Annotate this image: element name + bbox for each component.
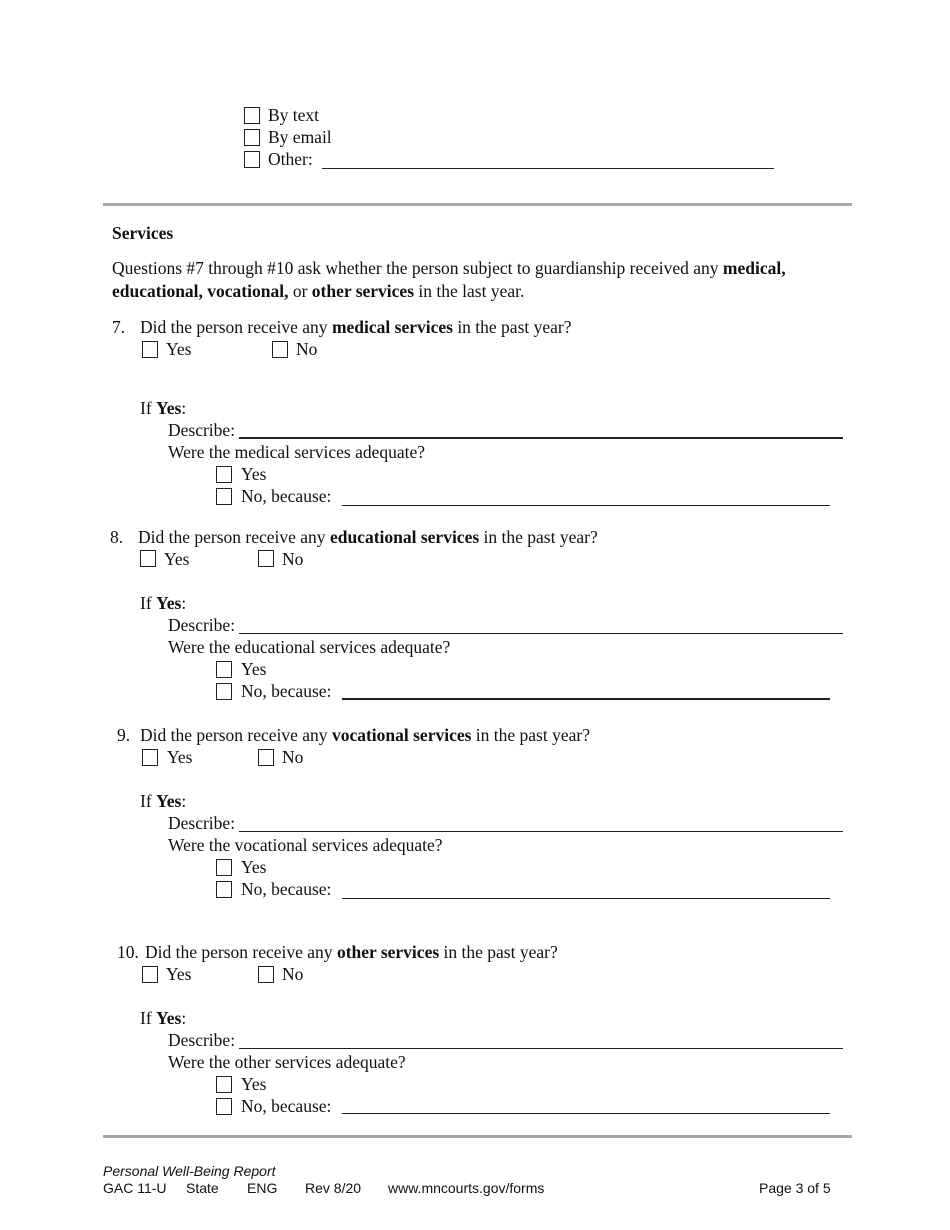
question-8-number: 8. xyxy=(110,527,124,547)
q8-describe-label: Describe: xyxy=(168,615,236,635)
q8-yes-checkbox[interactable] xyxy=(140,550,156,567)
question-7-number: 7. xyxy=(112,317,126,337)
by-text-label: By text xyxy=(268,105,320,125)
other-contact-input-line[interactable] xyxy=(322,168,774,169)
q10-describe-label: Describe: xyxy=(168,1030,236,1050)
other-contact-checkbox[interactable] xyxy=(244,151,260,168)
q8-no-because-input-line[interactable] xyxy=(342,698,830,700)
q9-adequate-question: Were the vocational services adequate? xyxy=(168,835,443,855)
footer-website: www.mncourts.gov/forms xyxy=(388,1180,545,1196)
q10-no-label: No xyxy=(282,964,304,984)
q8-adequate-no-checkbox[interactable] xyxy=(216,683,232,700)
q9-yes-checkbox[interactable] xyxy=(142,749,158,766)
q9-adequate-yes-checkbox[interactable] xyxy=(216,859,232,876)
q7-yes-label: Yes xyxy=(166,339,192,359)
q8-adequate-yes-label: Yes xyxy=(241,659,267,679)
footer-revision: Rev 8/20 xyxy=(305,1180,362,1196)
q7-no-checkbox[interactable] xyxy=(272,341,288,358)
footer-page-number: Page 3 of 5 xyxy=(759,1180,831,1196)
q9-adequate-no-checkbox[interactable] xyxy=(216,881,232,898)
question-10-number: 10. xyxy=(117,942,139,962)
question-9-text: Did the person receive any vocational services in the past year? xyxy=(140,725,590,745)
q8-yes-label: Yes xyxy=(164,549,190,569)
services-intro: Questions #7 through #10 ask whether the person subject to guardianship received any medical, educational, vocational, or other services in the last year. xyxy=(112,258,786,301)
q10-adequate-no-checkbox[interactable] xyxy=(216,1098,232,1115)
q9-describe-label: Describe: xyxy=(168,813,236,833)
q9-no-because-input-line[interactable] xyxy=(342,898,830,899)
q10-no-checkbox[interactable] xyxy=(258,966,274,983)
q10-adequate-question: Were the other services adequate? xyxy=(168,1052,406,1072)
section-divider-top xyxy=(103,203,852,206)
q8-no-label: No xyxy=(282,549,304,569)
q10-adequate-yes-label: Yes xyxy=(241,1074,267,1094)
q10-describe-input-line[interactable] xyxy=(239,1048,843,1049)
footer-form-code: GAC 11-U xyxy=(103,1180,167,1196)
q8-no-checkbox[interactable] xyxy=(258,550,274,567)
footer-jurisdiction: State xyxy=(186,1180,219,1196)
services-heading: Services xyxy=(112,223,174,243)
q9-yes-label: Yes xyxy=(167,747,193,767)
question-10-text: Did the person receive any other services in the past year? xyxy=(145,942,558,962)
q10-adequate-no-label: No, because: xyxy=(241,1096,332,1116)
q9-adequate-no-label: No, because: xyxy=(241,879,332,899)
footer-language: ENG xyxy=(247,1180,278,1196)
q10-adequate-yes-checkbox[interactable] xyxy=(216,1076,232,1093)
q7-adequate-yes-label: Yes xyxy=(241,464,267,484)
q10-yes-checkbox[interactable] xyxy=(142,966,158,983)
q9-if-yes: If Yes: xyxy=(140,791,187,811)
q7-adequate-no-checkbox[interactable] xyxy=(216,488,232,505)
by-email-checkbox[interactable] xyxy=(244,129,260,146)
q9-adequate-yes-label: Yes xyxy=(241,857,267,877)
q10-if-yes: If Yes: xyxy=(140,1008,187,1028)
by-email-label: By email xyxy=(268,127,332,147)
q7-if-yes: If Yes: xyxy=(140,398,187,418)
q7-no-label: No xyxy=(296,339,318,359)
q8-adequate-yes-checkbox[interactable] xyxy=(216,661,232,678)
question-9-number: 9. xyxy=(117,725,131,745)
q8-describe-input-line[interactable] xyxy=(239,633,843,634)
q7-describe-input-line[interactable] xyxy=(239,437,843,439)
q9-no-label: No xyxy=(282,747,304,767)
q8-adequate-question: Were the educational services adequate? xyxy=(168,637,451,657)
q7-no-because-input-line[interactable] xyxy=(342,505,830,506)
q10-yes-label: Yes xyxy=(166,964,192,984)
q7-adequate-yes-checkbox[interactable] xyxy=(216,466,232,483)
by-text-checkbox[interactable] xyxy=(244,107,260,124)
q7-adequate-no-label: No, because: xyxy=(241,486,332,506)
q7-describe-label: Describe: xyxy=(168,420,236,440)
q9-no-checkbox[interactable] xyxy=(258,749,274,766)
q10-no-because-input-line[interactable] xyxy=(342,1113,830,1114)
footer-form-title: Personal Well-Being Report xyxy=(103,1163,276,1179)
other-contact-label: Other: xyxy=(268,149,313,169)
q8-adequate-no-label: No, because: xyxy=(241,681,332,701)
question-7-text: Did the person receive any medical services in the past year? xyxy=(140,317,572,337)
q7-adequate-question: Were the medical services adequate? xyxy=(168,442,426,462)
q8-if-yes: If Yes: xyxy=(140,593,187,613)
q9-describe-input-line[interactable] xyxy=(239,831,843,832)
section-divider-bottom xyxy=(103,1135,852,1138)
q7-yes-checkbox[interactable] xyxy=(142,341,158,358)
question-8-text: Did the person receive any educational services in the past year? xyxy=(138,527,598,547)
